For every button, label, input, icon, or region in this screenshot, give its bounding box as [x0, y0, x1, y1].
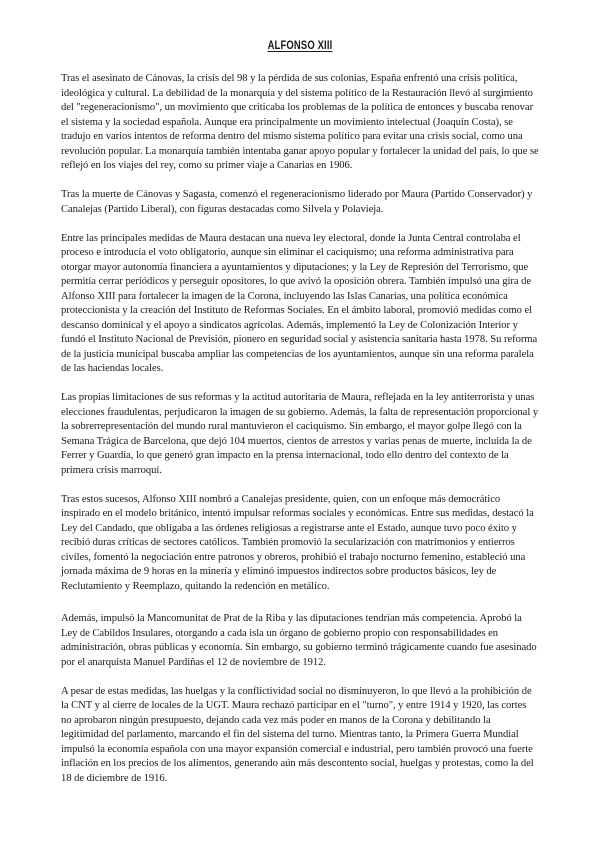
paragraph-1: Tras el asesinato de Cánovas, la crisis del 98 y la pérdida de sus colonias, España enfrentó una crisis política, ideológica y cultural. La debilidad de la monarquía y del sistema político de la Restauración llevó al surgimiento del "regeneracionismo", un movimiento que criticaba los problemas de la política de entonces y buscaba renovar el sistema y la sociedad española. Aunque era principalmente un movimiento intelectual (Joaquín Costa), se tradujo en varios intentos de reforma dentro del mismo sistema político para evitar una crisis social, como una revolución popular. La monarquía también intentaba ganar apoyo popular y fortalecer la unidad del país, lo que se reflejó en los viajes del rey, como su primer viaje a Canarias en 1906. [61, 73, 539, 171]
paragraph-3: Entre las principales medidas de Maura destacan una nueva ley electoral, donde la Junta Central controlaba el proceso e introducía el voto obligatorio, aunque sin eliminar el caciquismo; una reforma administrativa para otorgar mayor autonomía financiera a ayuntamientos y diputaciones; y la Ley de Represión del Terrorismo, que permitía cerrar periódicos y perseguir opositores, lo que avivó la oposición obrera. También impulsó una gira de Alfonso XIII para fortalecer la imagen de la Corona, incluyendo las Islas Canarias, una política económica proteccionista y la creación del Instituto de Reformas Sociales. En el ámbito laboral, promovió medidas como el descanso dominical y el apoyo a sindicatos agrícolas. Además, implementó la Ley de Colonización Interior y fundó el Instituto Nacional de Previsión, pionero en seguridad social y asistencia sanitaria hasta 1978. Su reforma de la justicia municipal buscaba ampliar las competencias de los ayuntamientos, aunque sin una reforma paralela de las haciendas locales. [61, 232, 538, 374]
document-title: ALFONSO XIII [267, 40, 333, 52]
paragraph-6: Además, impulsó la Mancomunitat de Prat de la Riba y las diputaciones tendrían más competencia. Aprobó la Ley de Cabildos Insulares, otorgando a cada isla un órgano de gobierno propio con responsabilidades en administración, obras públicas y economía. Sin embargo, su gobierno terminó trágicamente cuando fue asesinado por el anarquista Manuel Pardiñas el 12 de noviembre de 1912. [61, 613, 537, 668]
paragraph-5: Tras estos sucesos, Alfonso XIII nombró a Canalejas presidente, quien, con un enfoque más democrático inspirado en el modelo británico, intentó impulsar reformas sociales y económicas. Entre sus medidas, destacó la Ley del Candado, que obligaba a las órdenes religiosas a registrarse ante el Estado, aunque tuvo poco éxito y recibió duras críticas de sectores católicos. También promovió la secularización con matrimonios y entierros civiles, fomentó la negociación entre patronos y obreros, prohibió el trabajo nocturno femenino, estableció una jornada máxima de 9 horas en la minería y eliminó impuestos indirectos sobre productos básicos, ley de Reclutamiento y Reemplazo, quitando la redención en metálico. [61, 493, 534, 592]
paragraph-4: Las propias limitaciones de sus reformas y la actitud autoritaria de Maura, reflejada en la ley antiterrorista y unas elecciones fraudulentas, perjudicaron la imagen de su gobierno. Además, la falta de representación proporcional y la sobrerrepresentación del mundo rural mantuvieron el caciquismo. Sin embargo, el mayor golpe llegó con la Semana Trágica de Barcelona, que dejó 104 muertos, cientos de arrestos y varias penas de muerte, incluida la de Ferrer y Guardia, lo que generó gran impacto en la prensa internacional, todo ello dentro del contexto de la primera crisis marroquí. [61, 392, 539, 476]
paragraph-2: Tras la muerte de Cánovas y Sagasta, comenzó el regeneracionismo liderado por Maura (Partido Conservador) y Canalejas (Partido Liberal), con figuras destacadas como Silvela y Polavieja. [61, 189, 533, 215]
paragraph-7: A pesar de estas medidas, las huelgas y la conflictividad social no disminuyeron, lo que llevó a la prohibición de la CNT y al cierre de locales de la UGT. Maura rechazó participar en el "turno", y entre 1914 y 1920, las cortes no aprobaron ningún presupuesto, dejando cada vez más poder en manos de la Corona y debilitando la legitimidad del parlamento, marcando el fin del sistema del turno. Mientras tanto, la Primera Guerra Mundial impulsó la economía española con una mayor expansión comercial e industrial, pero también provocó una fuerte inflación en los precios de los alimentos, generando aún más descontento social, huelgas y protestas, como la del 18 de diciembre de 1916. [61, 685, 534, 784]
document-body [61, 72, 539, 801]
